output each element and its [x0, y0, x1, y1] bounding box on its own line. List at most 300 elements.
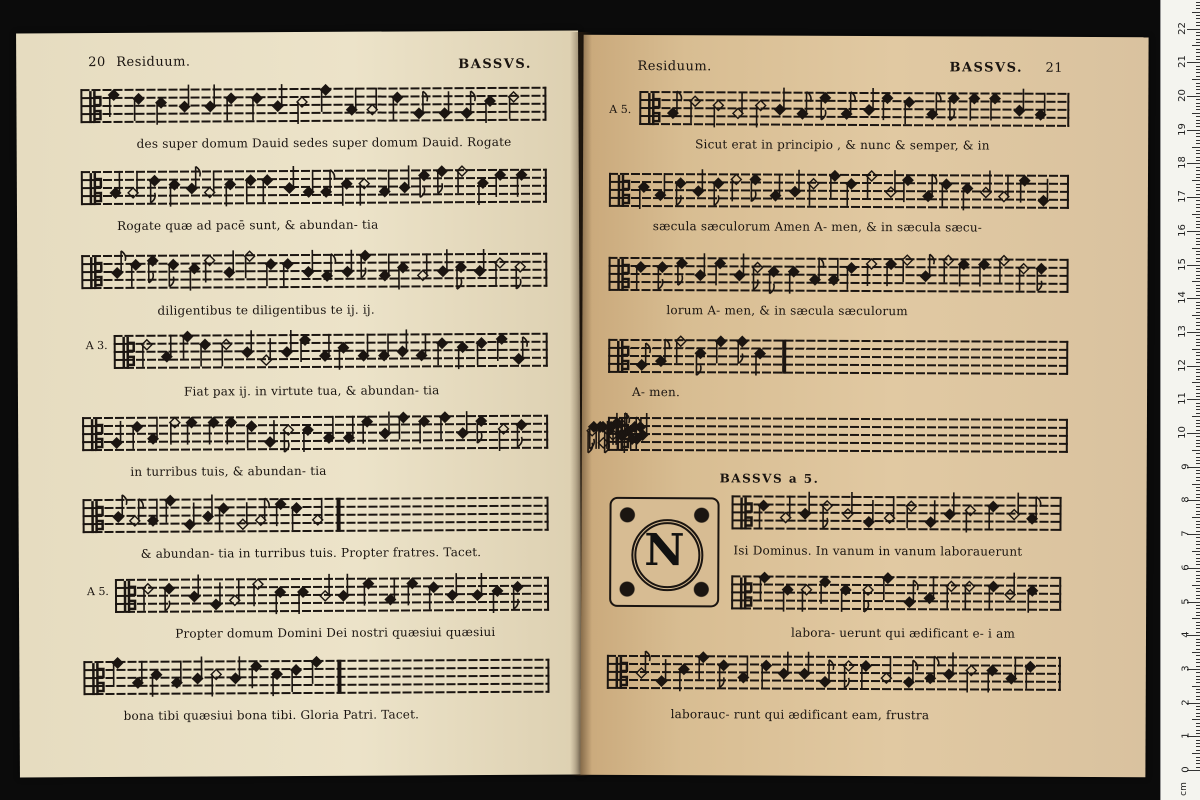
ruler-tick — [1192, 147, 1200, 148]
ruler-number: 13 — [1177, 325, 1189, 338]
ruler-tick — [1196, 767, 1200, 768]
ruler-number: 19 — [1177, 122, 1189, 136]
music-staff — [731, 495, 1061, 538]
ruler-tick — [1196, 564, 1200, 565]
ruler-tick — [1196, 409, 1200, 410]
ruler-tick — [1196, 288, 1200, 289]
ruler-tick — [1187, 433, 1200, 434]
clef-icon — [618, 341, 628, 373]
ruler-tick — [1196, 443, 1200, 444]
page-number-left: 20 — [88, 55, 106, 71]
ruler-tick — [1196, 153, 1200, 154]
part-name-left: BASSVS. — [458, 56, 532, 73]
ruler-tick — [1192, 315, 1200, 316]
note-group — [81, 239, 547, 311]
lyric-line: bona tibi quæsiui bona tibi. Gloria Patri. Tacet. — [123, 707, 420, 723]
ruler-tick — [1196, 278, 1200, 279]
note-group — [81, 155, 547, 227]
ruler-tick — [1196, 470, 1200, 471]
clef-icon — [90, 91, 100, 123]
ruler-tick — [1196, 379, 1200, 380]
ruler-tick — [1187, 399, 1200, 400]
lyric-line: des super domum Dauid sedes super domum Dauid. Rogate — [136, 134, 512, 151]
ruler-tick — [1196, 174, 1200, 175]
ruler-tick — [1196, 376, 1200, 377]
left-page — [16, 31, 582, 778]
ruler-tick — [1196, 329, 1200, 330]
ruler-tick — [1196, 514, 1200, 515]
ruler-tick — [1196, 69, 1200, 70]
ruler-tick — [1196, 696, 1200, 697]
ruler-tick — [1196, 743, 1200, 744]
ruler-tick — [1196, 628, 1200, 629]
part-name-right: BASSVS. — [949, 60, 1024, 76]
clef-icon — [91, 173, 101, 205]
ruler-tick — [1196, 369, 1200, 370]
ruler-tick — [1196, 359, 1200, 360]
ruler-tick — [1196, 430, 1200, 431]
ruler-number: 18 — [1177, 156, 1189, 170]
music-staff — [81, 169, 547, 213]
ruler-tick — [1196, 622, 1200, 623]
ruler-tick — [1196, 723, 1200, 724]
ruler-tick — [1196, 524, 1200, 525]
music-staff — [608, 417, 1068, 461]
ruler-tick — [1192, 719, 1200, 720]
ruler-tick — [1192, 281, 1200, 282]
ruler-tick — [1196, 261, 1200, 262]
music-staff — [607, 655, 1061, 699]
ruler-tick — [1196, 140, 1200, 141]
ruler-tick — [1196, 42, 1200, 43]
ruler-tick — [1196, 22, 1200, 23]
ruler-tick — [1196, 116, 1200, 117]
ruler-tick — [1196, 531, 1200, 532]
ruler-tick — [1196, 605, 1200, 606]
ruler-tick — [1192, 585, 1200, 586]
ruler-tick — [1196, 413, 1200, 414]
ruler-tick — [1196, 143, 1200, 144]
ruler-tick — [1196, 473, 1200, 474]
ruler-tick — [1196, 8, 1200, 9]
ruler-tick — [1196, 224, 1200, 225]
ruler-number: 20 — [1177, 89, 1189, 102]
ruler-tick — [1196, 591, 1200, 592]
ruler-tick — [1187, 197, 1200, 198]
ruler-tick — [1196, 490, 1200, 491]
music-staff — [80, 87, 546, 131]
ruler-tick — [1196, 291, 1200, 292]
music-staff — [115, 577, 549, 621]
ruler-tick — [1192, 652, 1200, 653]
lyric-line: & abundan- tia in turribus tuis. Propter fratres. Tacet. — [140, 545, 482, 561]
ruler-number: 11 — [1177, 392, 1189, 406]
lyric-line: labora- uerunt qui ædificant e- i am — [790, 625, 1016, 641]
ruler-tick — [1196, 2, 1200, 3]
ruler-tick — [1196, 126, 1200, 127]
ruler-tick — [1187, 366, 1200, 367]
ruler-tick — [1196, 157, 1200, 158]
ruler-tick — [1196, 598, 1200, 599]
ruler-tick — [1196, 655, 1200, 656]
ruler-tick — [1196, 595, 1200, 596]
ruler-tick — [1196, 659, 1200, 660]
ruler-tick — [1196, 588, 1200, 589]
ruler-tick — [1192, 618, 1200, 619]
music-staff — [608, 257, 1068, 301]
voice-mark-a5-right: A 5. — [609, 102, 632, 116]
ruler-tick — [1187, 62, 1200, 63]
ruler-tick — [1196, 548, 1200, 549]
ruler-tick — [1196, 393, 1200, 394]
ruler-tick — [1192, 180, 1200, 181]
ruler-tick — [1196, 308, 1200, 309]
ruler-tick — [1196, 160, 1200, 161]
ruler-tick — [1196, 581, 1200, 582]
ruler-tick — [1196, 106, 1200, 107]
ruler-tick — [1196, 608, 1200, 609]
ruler-tick — [1192, 551, 1200, 552]
ruler-number: 16 — [1177, 223, 1189, 237]
ruler-tick — [1196, 18, 1200, 19]
ruler-number: 14 — [1177, 291, 1189, 305]
ruler-tick — [1196, 59, 1200, 60]
ruler-tick — [1196, 463, 1200, 464]
ruler-tick — [1187, 163, 1200, 164]
ruler-tick — [1187, 332, 1200, 333]
lyric-line: lorum A- men, & in sæcula sæculorum — [666, 303, 908, 319]
lyric-line: diligentibus te diligentibus te ij. ij. — [157, 302, 375, 318]
ruler-tick — [1196, 554, 1200, 555]
ruler-tick — [1196, 234, 1200, 235]
ruler-tick — [1196, 453, 1200, 454]
clef-icon — [93, 663, 103, 695]
note-group — [608, 325, 1068, 400]
voice-mark-a5: A 5. — [86, 584, 109, 599]
music-staff — [81, 253, 547, 297]
book-gutter — [570, 32, 592, 776]
ruler-tick — [1196, 575, 1200, 576]
note-group — [83, 645, 549, 717]
ruler-tick — [1196, 403, 1200, 404]
ruler-number: 5 — [1180, 597, 1192, 605]
ruler-tick — [1196, 295, 1200, 296]
ruler-tick — [1196, 345, 1200, 346]
ruler-tick — [1196, 676, 1200, 677]
ruler-tick — [1196, 103, 1200, 104]
ruler-tick — [1196, 167, 1200, 168]
ruler-tick — [1196, 86, 1200, 87]
ruler-tick — [1187, 96, 1200, 97]
ruler-tick — [1196, 302, 1200, 303]
ruler-tick — [1196, 713, 1200, 714]
ruler-tick — [1192, 79, 1200, 80]
ruler-tick — [1196, 83, 1200, 84]
ruler-tick — [1196, 446, 1200, 447]
music-staff — [82, 415, 548, 459]
lyric-line: Rogate quæ ad pacē sunt, & abundan- tia — [117, 217, 379, 233]
ruler-tick — [1196, 706, 1200, 707]
ruler-tick — [1196, 89, 1200, 90]
ruler-unit: cm — [1179, 782, 1190, 796]
ruler-tick — [1196, 271, 1200, 272]
ruler-tick — [1196, 571, 1200, 572]
ruler-number: 15 — [1177, 257, 1189, 271]
ruler-number: 9 — [1180, 463, 1192, 470]
music-staff — [608, 339, 1068, 383]
ruler-tick — [1196, 521, 1200, 522]
ruler-tick — [1196, 35, 1200, 36]
ruler-tick — [1196, 339, 1200, 340]
ruler-tick — [1196, 612, 1200, 613]
ruler-tick — [1196, 325, 1200, 326]
ruler-tick — [1196, 56, 1200, 57]
ruler-tick — [1196, 639, 1200, 640]
ruler-tick — [1196, 544, 1200, 545]
ruler-tick — [1192, 416, 1200, 417]
clef-icon — [93, 501, 103, 533]
ruler-tick — [1196, 615, 1200, 616]
lyric-line: Propter domum Domini Dei nostri quæsiui quæsiui — [175, 624, 496, 641]
ruler-number: 3 — [1180, 665, 1192, 672]
running-title-left: Residuum. — [116, 54, 191, 70]
ruler-tick — [1196, 642, 1200, 643]
running-title-right: Residuum. — [637, 59, 712, 75]
ruler-tick — [1196, 699, 1200, 700]
ruler-tick — [1196, 25, 1200, 26]
ruler-tick — [1196, 527, 1200, 528]
ruler-number: 10 — [1177, 426, 1189, 439]
ruler-tick — [1187, 298, 1200, 299]
ruler-tick — [1196, 322, 1200, 323]
ruler-tick — [1196, 207, 1200, 208]
ruler-tick — [1196, 726, 1200, 727]
note-group — [115, 563, 549, 635]
ruler-tick — [1196, 645, 1200, 646]
ruler-tick — [1196, 194, 1200, 195]
ruler-tick — [1196, 672, 1200, 673]
ruler-tick — [1196, 511, 1200, 512]
ruler-tick — [1187, 231, 1200, 232]
ruler-tick — [1196, 460, 1200, 461]
ruler-tick — [1196, 136, 1200, 137]
decorated-initial — [609, 497, 719, 607]
ruler-tick — [1187, 29, 1200, 30]
ruler-tick — [1196, 406, 1200, 407]
ruler-tick — [1196, 254, 1200, 255]
clef-icon — [649, 93, 659, 125]
ruler-tick — [1196, 692, 1200, 693]
note-group — [731, 561, 1061, 632]
ruler-tick — [1196, 133, 1200, 134]
ruler-tick — [1192, 484, 1200, 485]
initial-letter: N — [644, 525, 685, 577]
ruler-tick — [1192, 753, 1200, 754]
ruler-tick — [1196, 497, 1200, 498]
lyric-line: Isi Dominus. In vanum in vanum laborauerunt — [733, 543, 1023, 559]
ruler-tick — [1196, 757, 1200, 758]
ruler-tick — [1196, 558, 1200, 559]
ruler-tick — [1196, 184, 1200, 185]
ruler-tick — [1196, 477, 1200, 478]
ruler-tick — [1196, 740, 1200, 741]
ruler-tick — [1196, 76, 1200, 77]
ruler-tick — [1196, 682, 1200, 683]
ruler-tick — [1196, 123, 1200, 124]
clef-icon — [92, 419, 102, 451]
ruler-tick — [1196, 750, 1200, 751]
clef-icon — [125, 581, 135, 613]
ruler-tick — [1196, 372, 1200, 373]
ruler-tick — [1196, 709, 1200, 710]
ruler-tick — [1196, 170, 1200, 171]
lyric-line: Fiat pax ij. in virtute tua, & abundan- tia — [183, 383, 440, 399]
ruler-number: 6 — [1180, 564, 1192, 571]
ruler-number: 8 — [1180, 496, 1192, 504]
ruler-number: 21 — [1177, 55, 1189, 69]
section-title: BASSVS a 5. — [719, 471, 820, 486]
music-staff — [609, 173, 1069, 217]
music-staff — [82, 497, 548, 541]
ruler-tick — [1196, 318, 1200, 319]
ruler-tick — [1196, 190, 1200, 191]
ruler-tick — [1196, 355, 1200, 356]
lyric-line: A- men. — [632, 384, 681, 400]
left-staves — [16, 31, 578, 34]
ruler-tick — [1196, 716, 1200, 717]
ruler-tick — [1196, 730, 1200, 731]
note-group — [80, 73, 546, 145]
clef-icon — [91, 257, 101, 289]
note-group — [82, 401, 548, 473]
ruler-tick — [1196, 120, 1200, 121]
ruler-number: 1 — [1180, 732, 1192, 739]
ruler-tick — [1196, 746, 1200, 747]
ruler-number: 7 — [1180, 530, 1192, 537]
ruler-tick — [1196, 285, 1200, 286]
ruler-tick — [1196, 99, 1200, 100]
ruler-tick — [1196, 217, 1200, 218]
ruler-tick — [1196, 268, 1200, 269]
ruler-tick — [1196, 72, 1200, 73]
ruler-number: 4 — [1180, 631, 1192, 638]
ruler-tick — [1187, 130, 1200, 131]
ruler-tick — [1196, 32, 1200, 33]
ruler-tick — [1196, 561, 1200, 562]
ruler-tick — [1196, 227, 1200, 228]
ruler-tick — [1196, 494, 1200, 495]
ruler-tick — [1196, 275, 1200, 276]
ruler-tick — [1192, 686, 1200, 687]
ruler-tick — [1192, 113, 1200, 114]
ruler-number: 2 — [1180, 698, 1192, 706]
ruler-tick — [1192, 517, 1200, 518]
note-group — [731, 481, 1061, 552]
ruler-tick — [1196, 396, 1200, 397]
ruler-tick — [1196, 335, 1200, 336]
ruler-tick — [1196, 150, 1200, 151]
music-staff — [83, 659, 549, 703]
lyric-line: Sicut erat in principio , & nunc & semper, & in — [695, 137, 990, 153]
ruler-tick — [1196, 537, 1200, 538]
ruler-number: 17 — [1177, 190, 1189, 203]
clef-icon — [617, 657, 627, 689]
measuring-ruler — [1160, 0, 1200, 800]
ruler-tick — [1196, 578, 1200, 579]
lyric-line: laborauc- runt qui ædificant eam, frustra — [670, 707, 930, 723]
music-staff — [114, 333, 548, 377]
note-group — [639, 77, 1069, 149]
note-group — [82, 483, 548, 555]
ruler-tick — [1196, 625, 1200, 626]
ruler-tick — [1192, 214, 1200, 215]
clef-icon — [618, 259, 628, 291]
ruler-tick — [1196, 258, 1200, 259]
ruler-tick — [1196, 666, 1200, 667]
ruler-tick — [1196, 109, 1200, 110]
ruler-tick — [1196, 200, 1200, 201]
ruler-tick — [1196, 662, 1200, 663]
right-page — [580, 35, 1148, 777]
clef-icon — [741, 497, 751, 529]
ruler-tick — [1192, 450, 1200, 451]
ruler-tick — [1196, 204, 1200, 205]
ruler-tick — [1196, 763, 1200, 764]
note-group — [114, 319, 548, 391]
ruler-tick — [1196, 342, 1200, 343]
ruler-tick — [1196, 632, 1200, 633]
ruler-tick — [1196, 487, 1200, 488]
ruler-tick — [1192, 248, 1200, 249]
ruler-tick — [1196, 389, 1200, 390]
lyric-line: in turribus tuis, & abundan- tia — [130, 463, 327, 479]
clef-icon — [619, 175, 629, 207]
ruler-tick — [1196, 66, 1200, 67]
ruler-tick — [1196, 93, 1200, 94]
lyric-line: sæcula sæculorum Amen A- men, & in sæcula sæcu- — [652, 219, 983, 235]
music-staff — [731, 575, 1061, 618]
ruler-tick — [1196, 504, 1200, 505]
ruler-tick — [1196, 733, 1200, 734]
ruler-tick — [1196, 760, 1200, 761]
ruler-tick — [1196, 423, 1200, 424]
ruler-tick — [1196, 420, 1200, 421]
ruler-number: 12 — [1177, 358, 1189, 372]
ruler-tick — [1192, 382, 1200, 383]
ruler-tick — [1196, 689, 1200, 690]
ruler-tick — [1196, 52, 1200, 53]
ruler-tick — [1196, 312, 1200, 313]
ruler-tick — [1196, 49, 1200, 50]
ruler-tick — [1187, 265, 1200, 266]
note-group — [609, 159, 1069, 231]
note-group — [608, 403, 1068, 475]
ruler-number: 0 — [1180, 766, 1192, 773]
clef-icon — [124, 337, 134, 369]
ruler-tick — [1196, 436, 1200, 437]
ruler-tick — [1196, 5, 1200, 6]
ruler-tick — [1196, 352, 1200, 353]
note-group — [607, 641, 1061, 713]
ruler-tick — [1196, 386, 1200, 387]
music-staff — [639, 91, 1069, 135]
page-number-right: 21 — [1045, 60, 1064, 76]
ruler-tick — [1196, 480, 1200, 481]
ruler-tick — [1196, 177, 1200, 178]
ruler-tick — [1196, 211, 1200, 212]
ruler-tick — [1196, 507, 1200, 508]
ruler-tick — [1196, 440, 1200, 441]
